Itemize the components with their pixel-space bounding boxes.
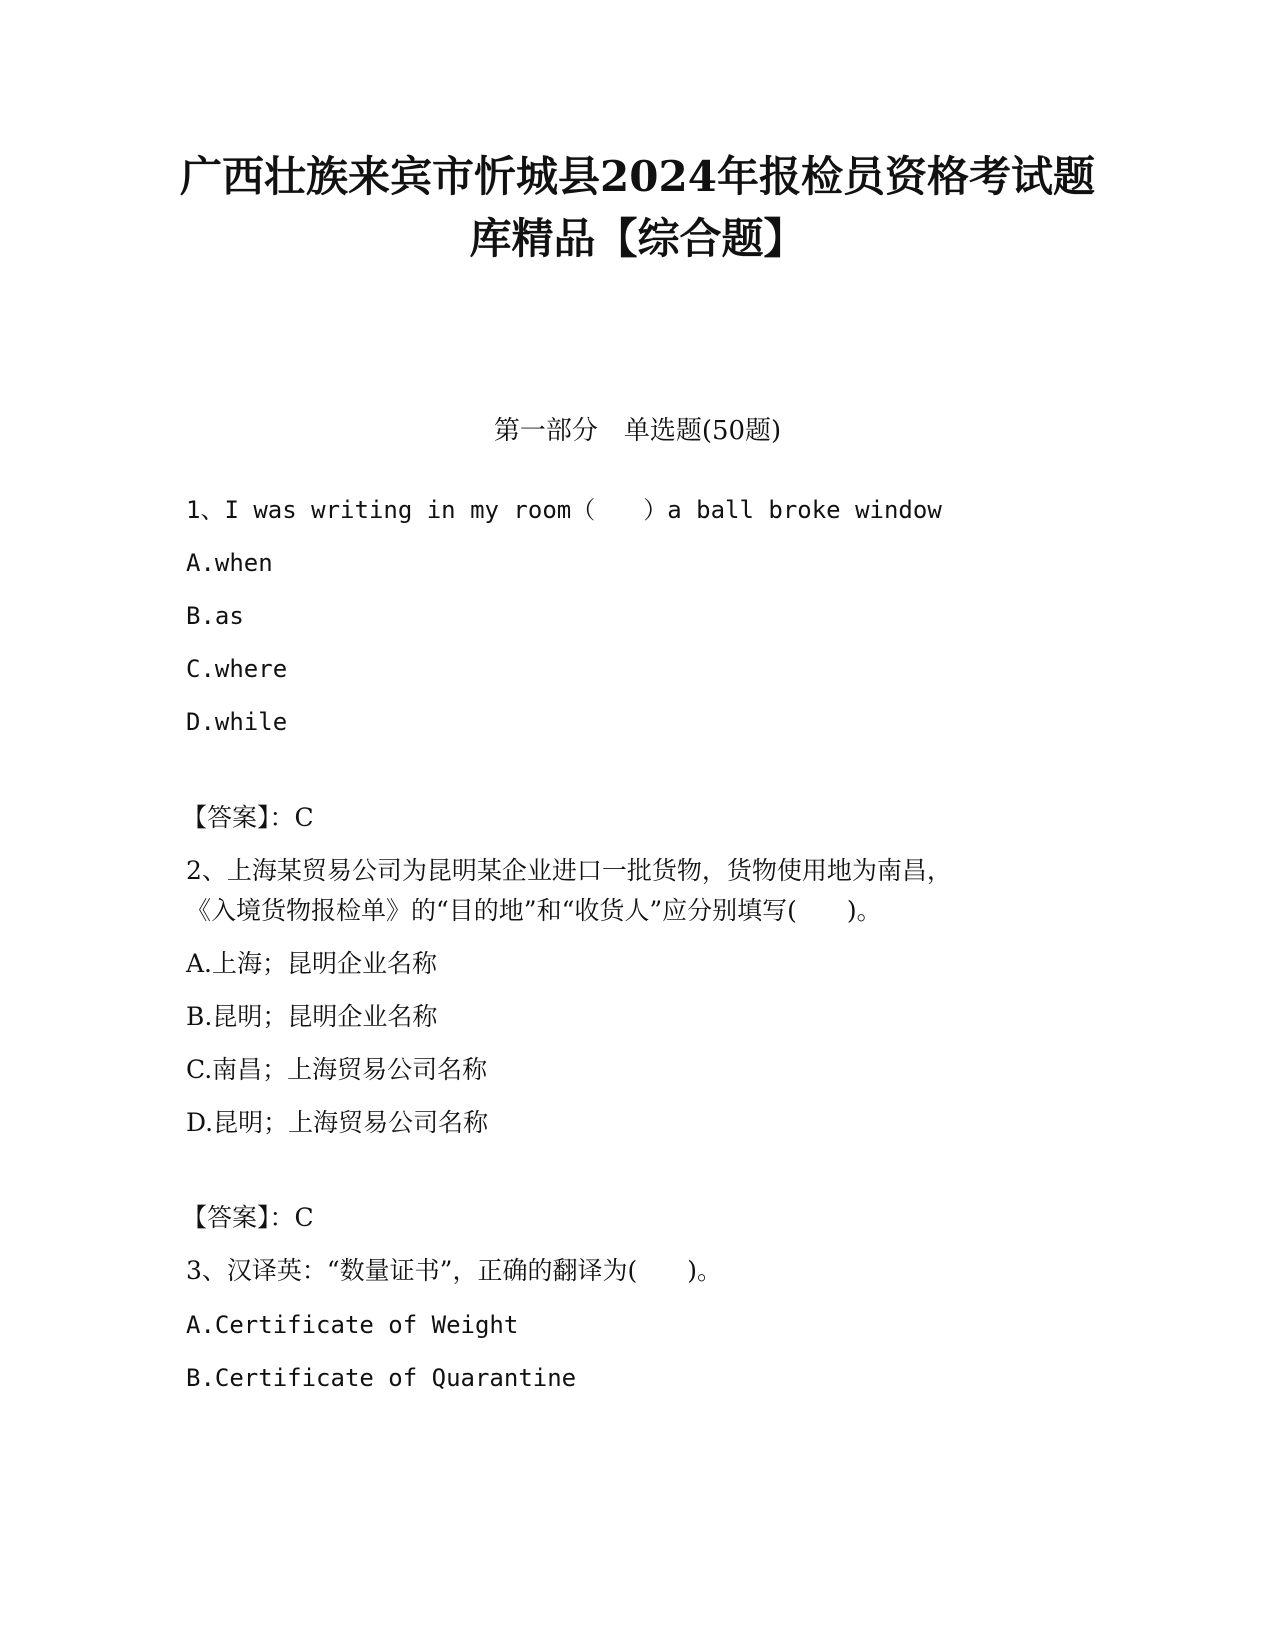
section-heading: 第一部分 单选题(50题): [493, 416, 782, 446]
question-3-stem: 3、汉译英：“数量证书”，正确的翻译为( )。: [186, 1256, 722, 1285]
question-2-option-c: C.南昌；上海贸易公司名称: [186, 1055, 488, 1084]
question-1-option-a: A.when: [186, 549, 273, 577]
question-3-option-a: A.Certificate of Weight: [186, 1311, 519, 1339]
question-2-option-a: A.上海；昆明企业名称: [186, 949, 438, 978]
question-1-stem: 1、I was writing in my room（ ）a ball broke window: [186, 496, 942, 524]
question-1-answer: 【答案】：C: [182, 803, 314, 832]
question-2-option-d: D.昆明；上海贸易公司名称: [186, 1108, 489, 1137]
question-2-stem-line-2: 《入境货物报检单》的“目的地”和“收货人”应分别填写( )。: [186, 896, 882, 925]
question-2-option-b: B.昆明；昆明企业名称: [186, 1002, 438, 1031]
question-2-answer: 【答案】：C: [182, 1203, 314, 1232]
question-1-option-d: D.while: [186, 708, 288, 736]
document-title-line-2: 库精品【综合题】: [469, 214, 806, 263]
question-2-stem-line-1: 2、上海某贸易公司为昆明某企业进口一批货物，货物使用地为南昌，: [186, 856, 952, 885]
question-1-option-b: B.as: [186, 602, 244, 630]
question-3-option-b: B.Certificate of Quarantine: [186, 1364, 577, 1392]
document-title-line-1: 广西壮族来宾市忻城县2024年报检员资格考试题: [180, 152, 1095, 201]
question-1-option-c: C.where: [186, 655, 288, 683]
